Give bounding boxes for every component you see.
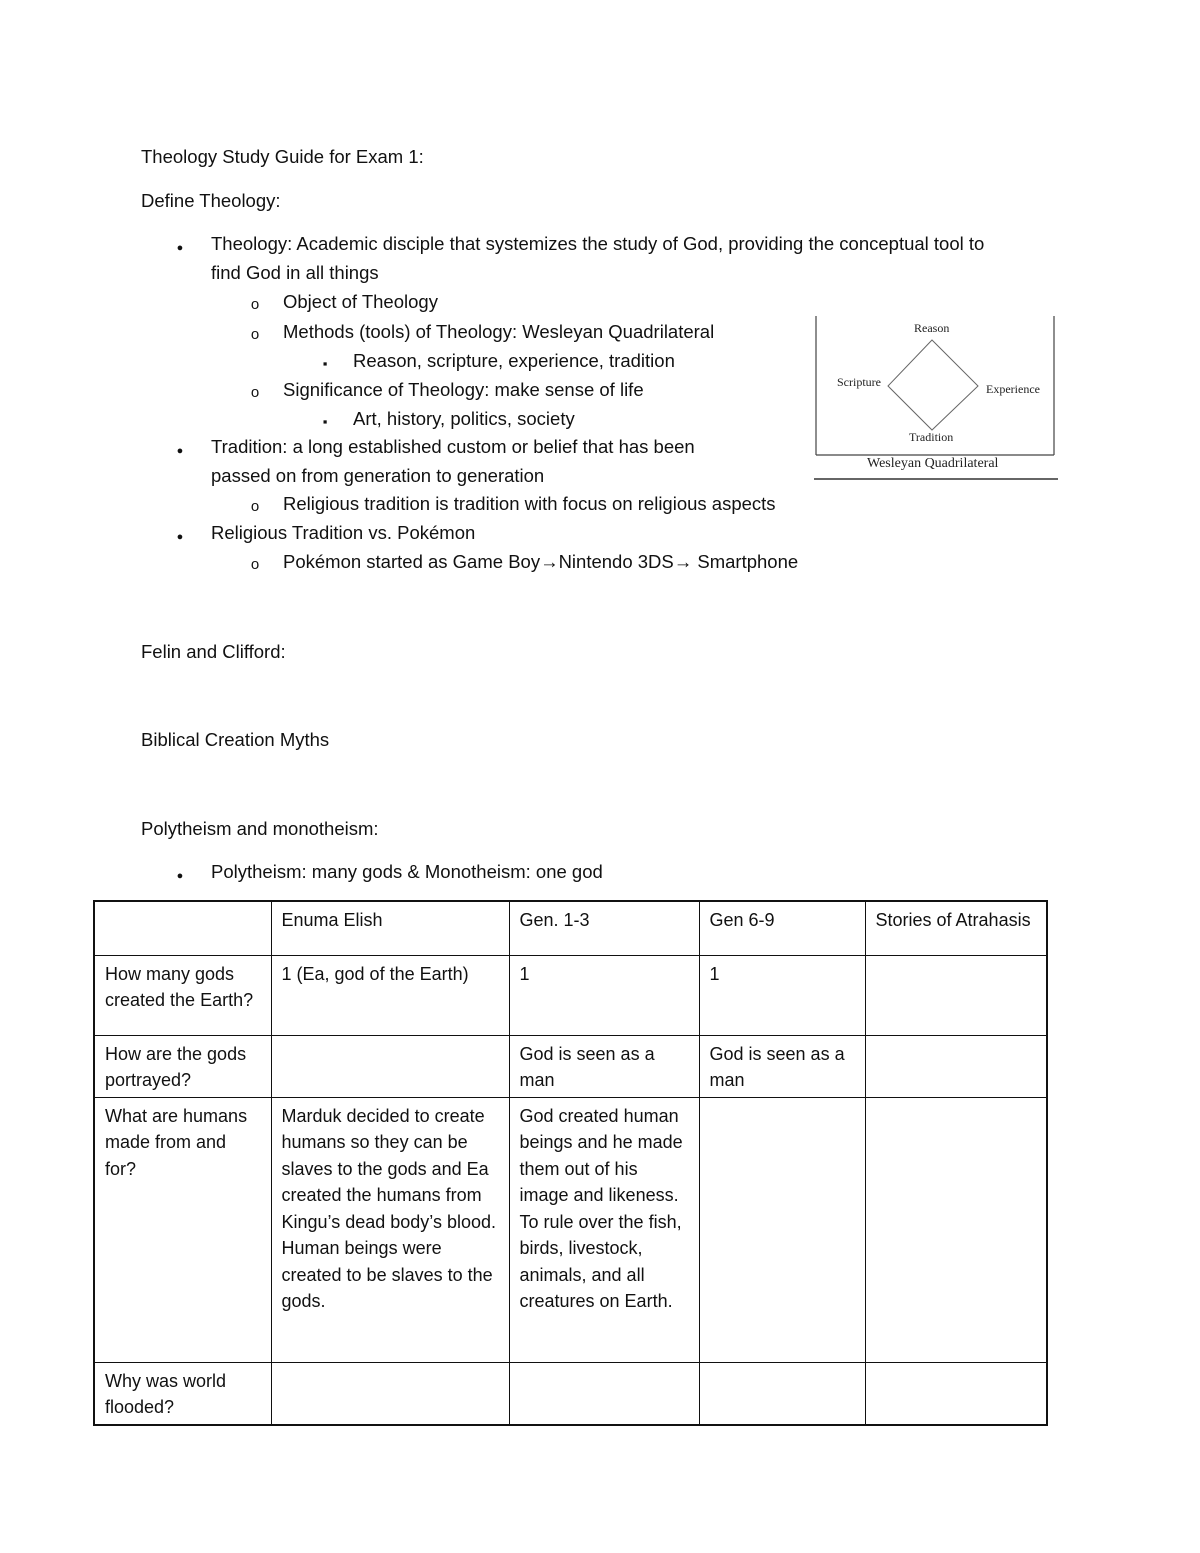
bullet-square <box>318 351 332 373</box>
theology-definition-line2: find God in all things <box>211 262 379 283</box>
table-cell <box>271 1362 509 1425</box>
table-cell: How are the gods portrayed? <box>94 1035 271 1097</box>
bullet-dot <box>173 437 187 459</box>
tradition-definition-line1: Tradition: a long established custom or belief that has been <box>211 436 695 457</box>
bullet-circle <box>248 494 262 516</box>
table-cell: How many gods created the Earth? <box>94 955 271 1035</box>
table-cell: 1 (Ea, god of the Earth) <box>271 955 509 1035</box>
table-row <box>94 1035 1047 1097</box>
comparison-table <box>93 900 1048 1426</box>
theology-definition-line1: Theology: Academic disciple that systemizes the study of God, providing the conceptual tool to <box>211 233 985 254</box>
diagram-label-reason: Reason <box>914 321 950 335</box>
table-cell: What are humans made from and for? <box>94 1097 271 1362</box>
table-cell <box>509 1362 699 1425</box>
diagram-label-tradition: Tradition <box>909 430 954 444</box>
bullet-square <box>318 409 332 431</box>
significance-list: Art, history, politics, society <box>353 408 575 429</box>
table-header-cell: Gen. 1-3 <box>509 901 699 955</box>
table-header-cell <box>94 901 271 955</box>
table-cell <box>865 1362 1047 1425</box>
tradition-vs-pokemon: Religious Tradition vs. Pokémon <box>211 522 476 543</box>
table-row <box>94 1097 1047 1362</box>
table-cell: Marduk decided to create humans so they can be slaves to the gods and Ea created the humans from Kingu’s dead body’s blood. Human beings were created to be slaves to the gods. <box>271 1097 509 1362</box>
table-cell <box>865 955 1047 1035</box>
table-cell <box>699 1097 865 1362</box>
bullet-dot <box>173 234 187 256</box>
polytheism-definition: Polytheism: many gods & Monotheism: one god <box>211 861 603 882</box>
table-header-cell: Enuma Elish <box>271 901 509 955</box>
tradition-definition-line2: passed on from generation to generation <box>211 465 545 486</box>
bullet-circle <box>248 322 262 344</box>
felin-clifford-heading: Felin and Clifford: <box>141 641 286 662</box>
table-header-cell: Gen 6-9 <box>699 901 865 955</box>
table-cell <box>699 1362 865 1425</box>
pokemon-history: Pokémon started as Game Boy→Nintendo 3DS→ Smartphone <box>283 551 799 572</box>
table-cell <box>865 1035 1047 1097</box>
page-title: Theology Study Guide for Exam 1: <box>141 146 424 167</box>
table-cell: 1 <box>509 955 699 1035</box>
table-row <box>94 955 1047 1035</box>
table-cell: 1 <box>699 955 865 1035</box>
table-cell: Why was world flooded? <box>94 1362 271 1425</box>
diagram-label-scripture: Scripture <box>837 375 881 389</box>
table-cell <box>865 1097 1047 1362</box>
table-cell: God created human beings and he made them out of his image and likeness. To rule over the fish, birds, livestock, animals, and all creatures on Earth. <box>509 1097 699 1362</box>
significance-of-theology: Significance of Theology: make sense of life <box>283 379 644 400</box>
object-of-theology: Object of Theology <box>283 291 438 312</box>
methods-of-theology: Methods (tools) of Theology: Wesleyan Quadrilateral <box>283 321 715 342</box>
table-header-row <box>94 901 1047 955</box>
define-theology-heading: Define Theology: <box>141 190 281 211</box>
table-header-cell: Stories of Atrahasis <box>865 901 1047 955</box>
bullet-dot <box>173 862 187 884</box>
wesleyan-quadrilateral-diagram <box>812 314 1062 484</box>
methods-list: Reason, scripture, experience, tradition <box>353 350 675 371</box>
biblical-creation-heading: Biblical Creation Myths <box>141 729 330 750</box>
diagram-caption: Wesleyan Quadrilateral <box>867 456 999 471</box>
table-row <box>94 1362 1047 1425</box>
table-cell: God is seen as a man <box>699 1035 865 1097</box>
bullet-circle <box>248 552 262 574</box>
diagram-label-experience: Experience <box>986 382 1040 396</box>
table-cell <box>271 1035 509 1097</box>
religious-tradition-definition: Religious tradition is tradition with focus on religious aspects <box>283 493 776 514</box>
table-cell: God is seen as a man <box>509 1035 699 1097</box>
polytheism-heading: Polytheism and monotheism: <box>141 818 379 839</box>
bullet-circle <box>248 380 262 402</box>
bullet-dot <box>173 523 187 545</box>
bullet-circle <box>248 292 262 314</box>
